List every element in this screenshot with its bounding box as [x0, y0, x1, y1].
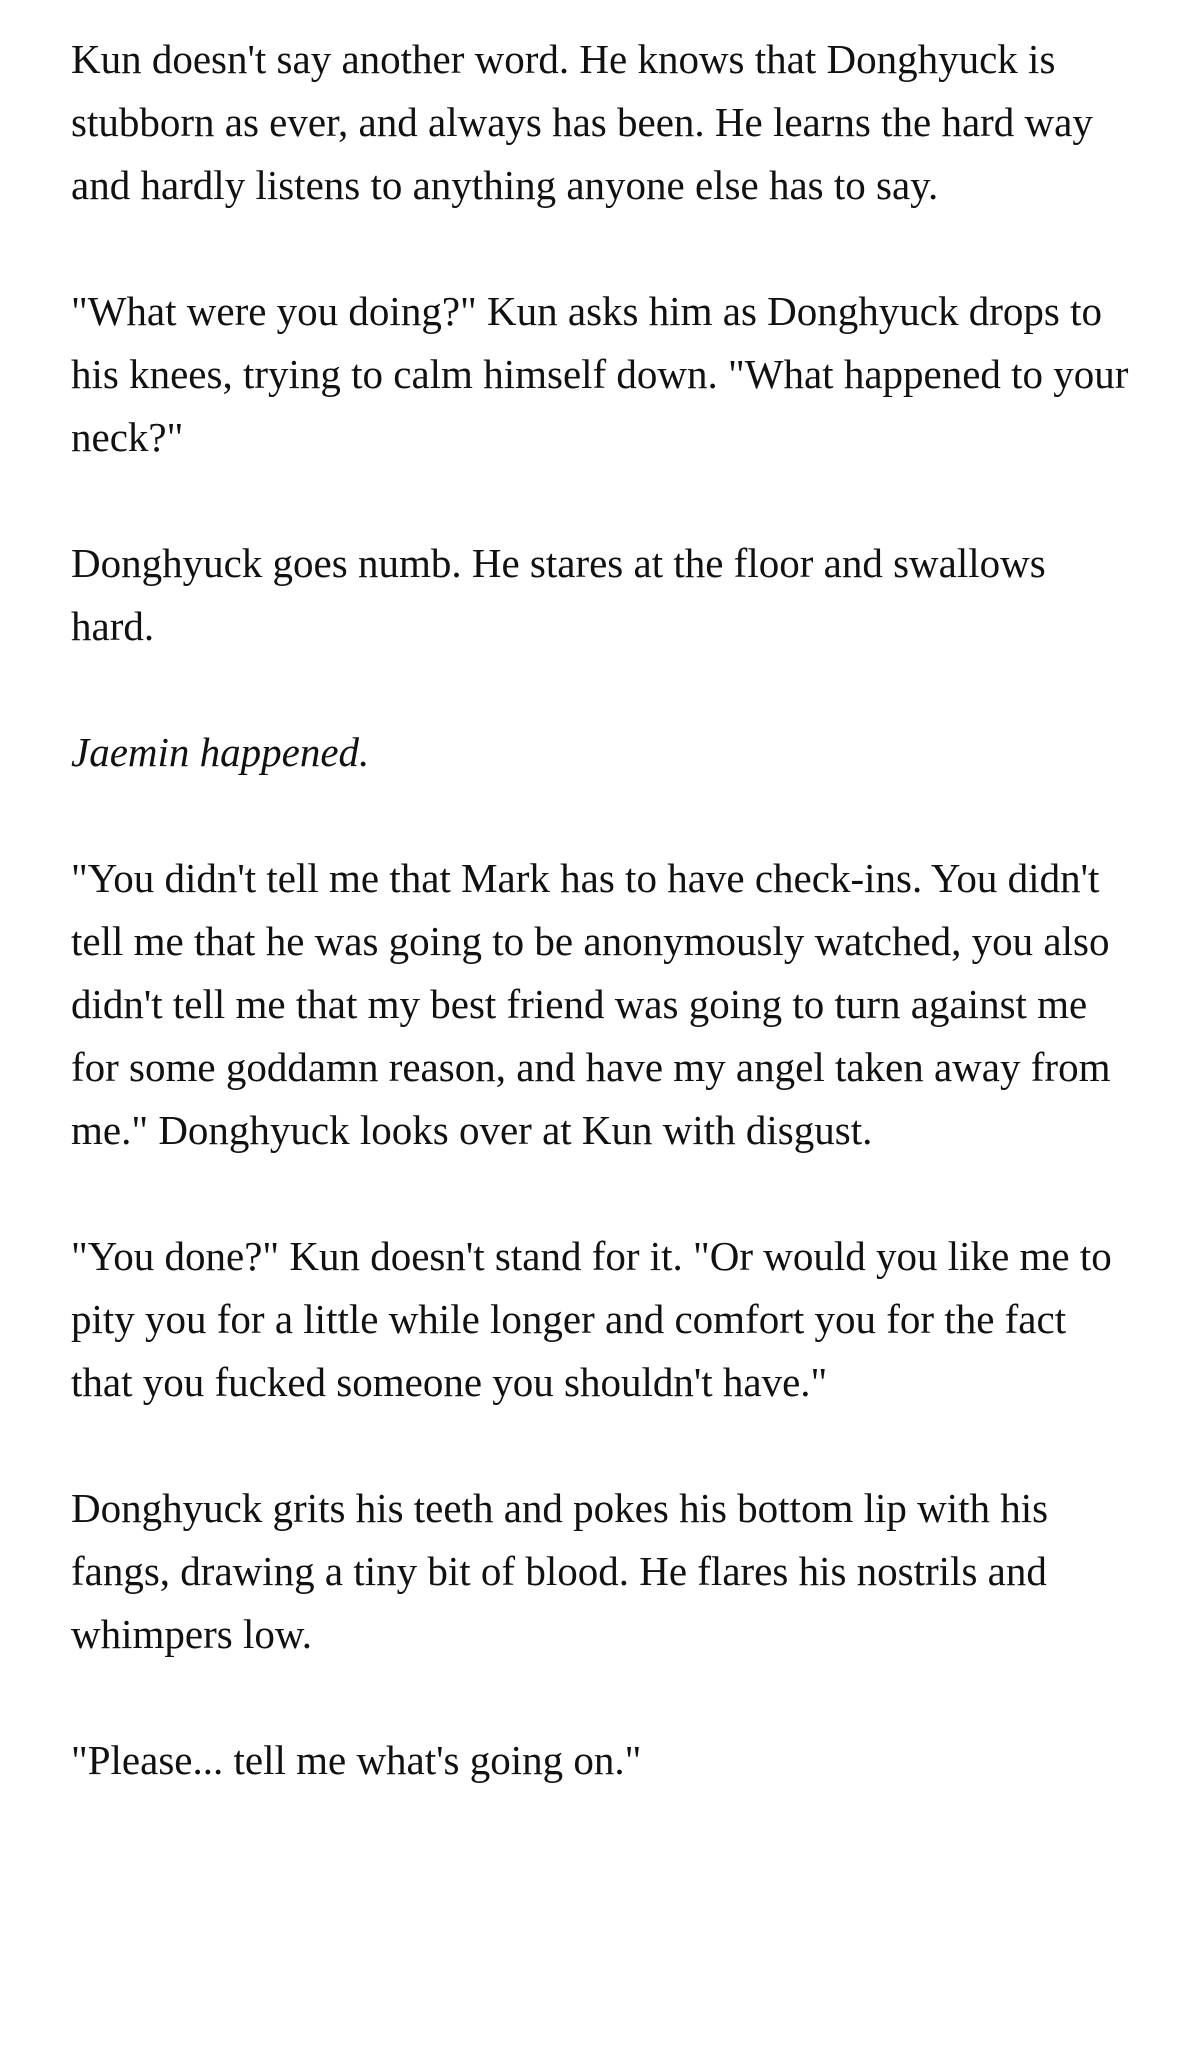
story-paragraph: "You done?" Kun doesn't stand for it. "Or would you like me to pity you for a little while longer and comfort you for the fact that you fucked someone you shouldn't have." [71, 1233, 1112, 1405]
story-paragraph: "What were you doing?" Kun asks him as Donghyuck drops to his knees, trying to calm himself down. "What happened to your neck?" [71, 288, 1129, 460]
story-paragraph-italic: Jaemin happened. [71, 729, 370, 775]
story-paragraph: Kun doesn't say another word. He knows that Donghyuck is stubborn as ever, and always has been. He learns the hard way and hardly listens to anything anyone else has to say. [71, 36, 1093, 208]
story-paragraph: Donghyuck goes numb. He stares at the floor and swallows hard. [71, 540, 1046, 649]
story-text [71, 28, 1131, 1792]
story-paragraph: "Please... tell me what's going on." [71, 1737, 642, 1783]
story-paragraph: Donghyuck grits his teeth and pokes his bottom lip with his fangs, drawing a tiny bit of blood. He flares his nostrils and whimpers low. [71, 1485, 1049, 1657]
story-paragraph: "You didn't tell me that Mark has to have check-ins. You didn't tell me that he was going to be anonymously watched, you also didn't tell me that my best friend was going to turn against me for some goddamn reason, and have my angel taken away from me." Donghyuck looks over at Kun with disgust. [71, 855, 1111, 1153]
